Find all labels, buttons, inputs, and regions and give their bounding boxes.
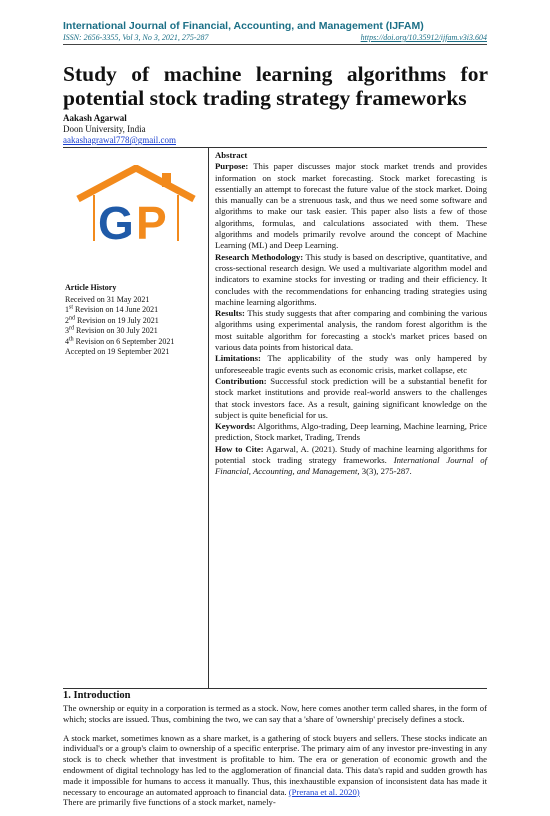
- received-date: Received on 31 May 2021: [65, 294, 150, 304]
- accepted-date: Accepted on 19 September 2021: [65, 347, 170, 356]
- abstract-how-to-cite: How to Cite: Agarwal, A. (2021). Study of machine learning algorithms for potential stock trading strategy frameworks. International Journal of Financial, Accounting, and Management, 3(3), 275-287.: [215, 443, 487, 477]
- abstract-heading: Abstract: [215, 150, 248, 160]
- paper-title: Study of machine learning algorithms for potential stock trading strategy frameworks: [63, 62, 488, 110]
- revision-2: 2nd Revision on 19 July 2021: [65, 314, 159, 325]
- citation-link[interactable]: (Prerana et al. 2020): [288, 786, 360, 797]
- logo-roof: [78, 168, 194, 199]
- author-email-link[interactable]: aakashagrawal778@gmail.com: [63, 135, 176, 145]
- abstract: [215, 150, 487, 478]
- column-divider: [208, 147, 209, 688]
- revision-3: 3rd Revision on 30 July 2021: [65, 325, 158, 335]
- abstract-contribution: Contribution: Successful stock prediction will be a substantial benefit for stock market institutions and provide real-world answers to the challenges that stock investors face. As a result, gaining significant knowledge on the subject is quite beneficial for us.: [215, 375, 487, 420]
- section-heading-introduction: 1. Introduction: [63, 690, 131, 701]
- journal-name: International Journal of Financial, Accounting, and Management (IJFAM): [63, 20, 424, 32]
- author-name: Aakash Agarwal: [63, 113, 127, 123]
- revision-1: 1st Revision on 14 June 2021: [65, 304, 159, 314]
- logo-letter-g: G: [98, 197, 134, 243]
- intro-paragraph-3: There are primarily five functions of a stock market, namely-: [63, 797, 276, 808]
- abstract-bottom-rule: [63, 688, 487, 689]
- intro-paragraph-1: The ownership or equity in a corporation is termed as a stock. Now, here comes another term called shares, in the form of which; stocks are issued. Thus, combining the two, we can say that a 'share of 'ownership' precisely defines a stock.: [63, 703, 487, 724]
- article-history: [65, 283, 205, 358]
- revision-4: 4th Revision on 6 September 2021: [65, 335, 175, 346]
- logo-letter-p: P: [136, 197, 167, 243]
- abstract-top-rule: [63, 147, 487, 148]
- intro-paragraph-2: A stock market, sometimes known as a share market, is a gathering of stock buyers and sellers. These stocks indicate an individual's or a group's claim to ownership of a specific enterprise. The primary aim of any investor pre-investing in any stock is to check whether that investment is profitable to him. The era or generation of economic growth and the endowment of digital technology has led to the agglomeration of financial data. This data's rapid and sudden growth has made it impossible for humans to access it manually. Thus, this inexhaustible expansion of inconsistent data has made it necessary to encourage an automated approach to financial data. (Prerana et al. 2020): [63, 732, 487, 797]
- article-history-heading: Article History: [65, 283, 117, 292]
- issn-line: ISSN: 2656-3355, Vol 3, No 3, 2021, 275-287: [63, 33, 209, 42]
- abstract-results: Results: This study suggests that after comparing and combining the various algorithms using experimental analysis, the random forest algorithm is the most suitable algorithm for forecasting a stock's market prices based on various data points from historical data.: [215, 308, 487, 353]
- logo-chimney: [162, 173, 171, 187]
- introduction-body: [63, 703, 487, 816]
- doi-link[interactable]: https://doi.org/10.35912/ijfam.v3i3.604: [360, 33, 487, 42]
- abstract-limitations: Limitations: The applicability of the study was only hampered by unforeseeable tragic events such as economic crisis, market collapse, etc: [215, 353, 487, 375]
- abstract-purpose: Purpose: This paper discusses major stock market trends and provides information on stock market forecasting. Stock market forecasting is essentially an attempt to forecast the future value of the stock market. Doing this manually can be a strenuous task, and thus we need some software and algorithms to make our task easier. This paper also lists a few of those algorithms, formulas, and calculations associated with them. These algorithms and models primarily revolve around the concept of Machine Learning (ML) and Deep Learning.: [215, 161, 487, 251]
- abstract-keywords: Keywords: Algorithms, Algo-trading, Deep learning, Machine learning, Price prediction, Stock market, Trading, Trends: [215, 421, 487, 443]
- author-affiliation: Doon University, India: [63, 124, 146, 134]
- journal-logo: [74, 165, 198, 243]
- abstract-methodology: Research Methodology: This study is based on descriptive, quantitative, and cross-sectional research design. We used a multivariate algorithm model and indicators to examine stocks for investing or trading and their efficiency. It concludes with the recommendations for enhancing trading strategies using machine learning algorithms.: [215, 251, 488, 307]
- header-rule: [63, 44, 487, 45]
